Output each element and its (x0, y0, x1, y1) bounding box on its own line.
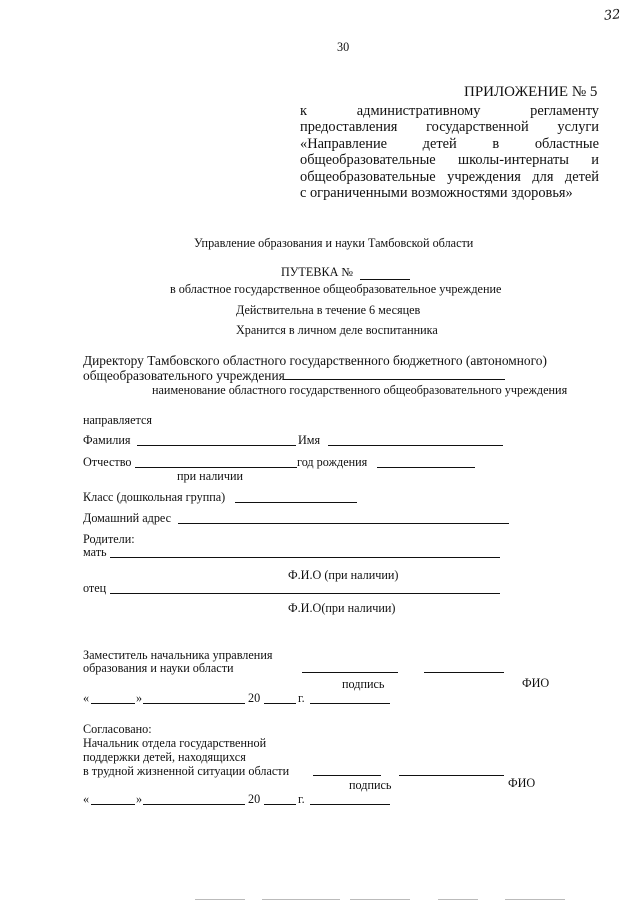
appendix-line: предоставления государственной услуги (300, 119, 599, 136)
appendix-title: ПРИЛОЖЕНИЕ № 5 (464, 84, 598, 100)
addressee-line1: Директору Тамбовского областного государственного бюджетного (автономного) (83, 353, 547, 368)
deputy-title-line1: Заместитель начальника управления (83, 648, 273, 662)
deputy-date-quote-open: « (83, 691, 90, 705)
head-fio-line (399, 775, 504, 776)
deputy-fio-line (424, 672, 504, 673)
directed-label: направляется (83, 413, 152, 427)
scan-artifact-line (262, 899, 340, 900)
deputy-title-line2: образования и науки области (83, 661, 234, 675)
surname-label: Фамилия (83, 433, 131, 447)
address-line (178, 523, 509, 524)
head-date-quote-close: » (136, 792, 143, 806)
deputy-sign-caption: подпись (342, 677, 385, 691)
parents-label: Родители: (83, 532, 135, 546)
addressee-line2: общеобразовательного учреждения (83, 368, 285, 383)
head-date-year-line (264, 804, 296, 805)
head-date-year: 20 (248, 792, 261, 806)
page-number: 30 (337, 40, 350, 54)
birth-year-line (377, 467, 475, 468)
deputy-sign-line (302, 672, 398, 673)
appendix-text (300, 103, 599, 201)
patronymic-line (135, 467, 297, 468)
appendix-line: общеобразовательные учреждения для детей (300, 168, 599, 185)
authority-heading: Управление образования и науки Тамбовской области (194, 236, 474, 250)
addressee-line (283, 379, 505, 380)
scan-artifact-line (195, 899, 245, 900)
name-label: Имя (298, 433, 321, 447)
appendix-line: «Направление детей в областные (300, 135, 599, 152)
appendix-line: к административному регламенту (300, 103, 599, 119)
appendix-line: общеобразовательные школы-интернаты и (300, 152, 599, 169)
head-date-extra-line (310, 804, 390, 805)
storage-text: Хранится в личном деле воспитанника (236, 323, 438, 337)
deputy-date-year: 20 (248, 691, 261, 705)
agreed-label: Согласовано: (83, 722, 152, 736)
head-date-month-line (143, 804, 245, 805)
deputy-date-year-line (264, 703, 296, 704)
head-sign-line (313, 775, 381, 776)
deputy-date-day-line (91, 703, 135, 704)
head-title-line3: в трудной жизненной ситуации области (83, 764, 290, 778)
scan-artifact-line (350, 899, 410, 900)
scan-artifact-line (505, 899, 565, 900)
address-label: Домашний адрес (83, 511, 172, 525)
head-title-line1: Начальник отдела государственной (83, 736, 267, 750)
class-line (235, 502, 357, 503)
father-line (110, 593, 500, 594)
surname-line (137, 445, 296, 446)
head-date-year-suffix: г. (298, 792, 305, 806)
birth-year-label: год рождения (297, 455, 368, 469)
father-label: отец (83, 581, 107, 595)
deputy-date-year-suffix: г. (298, 691, 305, 705)
head-title-line2: поддержки детей, находящихся (83, 750, 246, 764)
voucher-number-line (360, 279, 410, 280)
father-caption: Ф.И.О(при наличии) (288, 601, 396, 615)
deputy-date-month-line (143, 703, 245, 704)
appendix-line: с ограниченными возможностями здоровья» (300, 185, 573, 202)
scan-artifact-line (438, 899, 478, 900)
head-fio-caption: ФИО (508, 776, 536, 790)
head-date-day-line (91, 804, 135, 805)
class-label: Класс (дошкольная группа) (83, 490, 226, 504)
validity-text: Действительна в течение 6 месяцев (236, 303, 421, 317)
mother-caption: Ф.И.О (при наличии) (288, 568, 399, 582)
addressee-caption: наименование областного государственного общеобразовательного учреждения (152, 383, 568, 397)
name-line (328, 445, 503, 446)
voucher-title: ПУТЕВКА № (281, 265, 354, 279)
deputy-date-quote-close: » (136, 691, 143, 705)
deputy-date-extra-line (310, 703, 390, 704)
voucher-subtitle: в областное государственное общеобразовательное учреждение (170, 282, 502, 296)
patronymic-label: Отчество (83, 455, 132, 469)
head-sign-caption: подпись (349, 778, 392, 792)
if-any-caption: при наличии (177, 469, 244, 483)
head-date-quote-open: « (83, 792, 90, 806)
corner-mark: 32 (603, 7, 622, 24)
mother-label: мать (83, 545, 107, 559)
mother-line (110, 557, 500, 558)
deputy-fio-caption: ФИО (522, 676, 550, 690)
